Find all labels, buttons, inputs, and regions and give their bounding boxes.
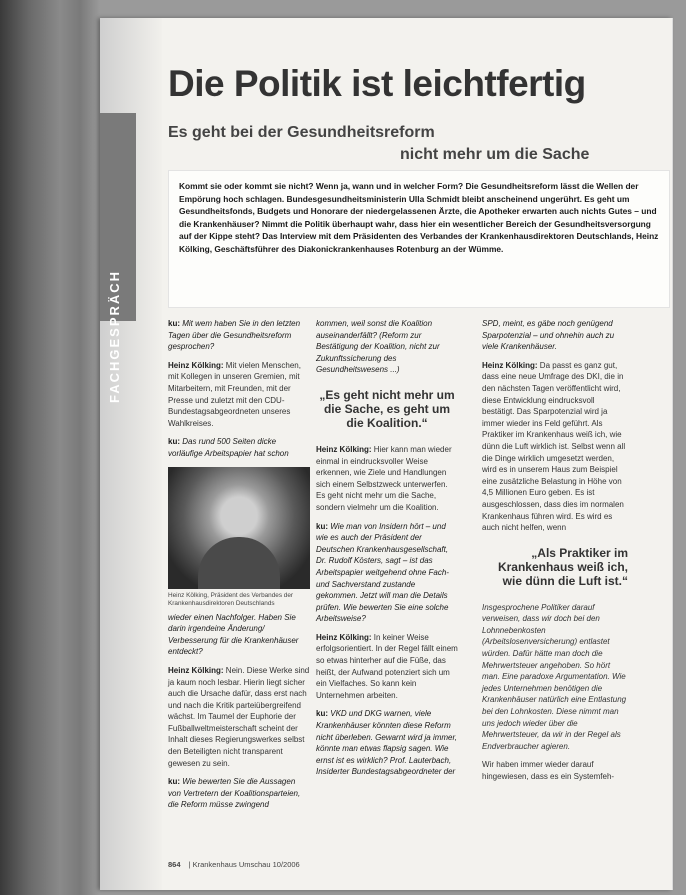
- question-text: SPD, meint, es gäbe noch genügend Sparpotenzial – und ohnehin auch zu viele Krankenhäuser.: [482, 319, 615, 352]
- answer: [168, 360, 310, 430]
- section-sidebar: [100, 113, 136, 403]
- question-text: wieder einen Nachfolger. Haben Sie darin irgendeine Änderung/ Verbesserung für die Krankenhäuser entdeckt?: [168, 612, 299, 657]
- photo-caption: Heinz Kölking, Präsident des Verbandes der Krankenhausdirektoren Deutschlands: [168, 591, 294, 607]
- answer-text: Hier kann man wieder einmal in eindrucksvoller Weise erkennen, wie Ziele und Handlungen sich einem Selbstzweck unterwerfen. Es geht nicht mehr um die Sache, sondern vielmehr um die Koalition.: [316, 444, 452, 512]
- intro-text: Kommt sie oder kommt sie nicht? Wenn ja, wann und in welcher Form? Die Gesundheitsreform lässt die Wellen der Empörung hoch schlagen. Bundesgesundheitsministerin Ulla Schmidt bleibt anscheinend ungerührt. Es geht um Gesundheitsfonds, Budgets und Honorare der niedergelassenen Ärzte, die Apotheker erwarten auch nichts Gutes – und die Krankenhäuser? Nimmt die Politik überhaupt wahr, dass hier ein wesentlicher Bereich der Gesundheitsversorgung auf der Kippe steht? Das Interview mit dem Präsidenten des Verbandes der Krankenhausdirektoren Deutschlands, Heinz Kölking, Geschäftsführer des Diakonickrankenhauses Rotenburg an der Wümme.: [179, 181, 659, 254]
- answer-continued: [482, 759, 628, 782]
- answer-continued: [482, 602, 628, 753]
- column-2: [316, 318, 458, 785]
- answer-text: Nein. Diese Werke sind ja kaum noch lesbar. Hierin liegt sicher auch die Ursache dafür, dass erst nach und nach die Kritik parteiübergreifend wächst. Im Taumel der Euphorie der Fußballweltmeisterschaft scheint der Inhalt dieses Regierungswerkes selbst den Beteiligten nicht transparent gewesen zu sein.: [168, 665, 310, 768]
- question-continued: [316, 318, 458, 376]
- publication-name: Krankenhaus Umschau 10/2006: [192, 860, 300, 869]
- page-footer: 864 | Krankenhaus Umschau 10/2006: [168, 860, 300, 869]
- answer-text: Da passt es ganz gut, dass eine neue Umfrage des DKI, die in den nächsten Tagen veröffentlicht wird, diese Entwicklung eindrucksvoll bestätigt. Das Sparpotenzial wird ja immer wieder ins Feld geführt. Als Praktiker im Krankenhaus weiß ich, wie dünn die Luft wirklich ist. Selbst wenn all die Dinge wirklich umgesetzt werden, wird es in unserem Haus zum Beispiel eine zusätzliche Belastung in Höhe von 4,5 Millionen Euro geben. Es ist ausgeschlossen, dass dies im normalen Krankenhaus führen wird. Es wird es auch nicht helfen, wenn: [482, 360, 626, 533]
- article-headline: Die Politik ist leichtfertig: [168, 63, 586, 104]
- question: [316, 708, 458, 778]
- question-tag: ku:: [316, 521, 328, 531]
- intro-box: [168, 170, 670, 308]
- speaker-name: Heinz Kölking:: [316, 632, 372, 642]
- question-tag: ku:: [168, 319, 180, 328]
- question-text: Das rund 500 Seiten dicke vorläufige Arbeitspapier hat schon: [168, 437, 289, 458]
- speaker-name: Heinz Kölking:: [316, 444, 372, 454]
- page-number: 864: [168, 860, 181, 869]
- answer-text: Wir haben immer wieder darauf hingewiesen, dass es ein Systemfeh-: [482, 760, 615, 781]
- section-label: FACHGESPRÄCH: [107, 269, 122, 403]
- article-subhead: [168, 122, 608, 166]
- question-text: Wie bewerten Sie die Aussagen von Vertretern der Koalitionsparteien, die Reform müsse zwingend: [168, 777, 301, 810]
- question: [316, 521, 458, 625]
- question: [168, 318, 310, 353]
- portrait-photo: [168, 467, 310, 589]
- answer: [482, 360, 628, 534]
- answer: [316, 444, 458, 514]
- answer-text: Insgesprochene Politiker darauf verweisen, dass wir doch bei den Lohnnebenkosten (Arbeitslosenversicherung) entlastet würden. Dafür hätte man doch die Mehrwertsteuer angehoben. So hört man. Eine paradoxe Argumentation. Wie jedes Unternehmen benötigen die Krankenhäuser natürlich eine Entlastung bei den Lohnkosten. Diese nimmt man uns jedoch wieder über die Mehrwertsteuer, da wir in der Regel als Endverbraucher agieren.: [482, 602, 627, 751]
- magazine-page: [100, 18, 672, 890]
- question: [168, 776, 310, 811]
- column-3: [482, 318, 628, 790]
- question-continued: [168, 612, 310, 658]
- question-text: VKD und DKG warnen, viele Krankenhäuser könnten diese Reform nicht überleben. Gewarnt wird ja immer, könnte man etwas flapsig sagen. Wie ernst ist es wirklich? Prof. Lauterbach, Insiderter Bundestagsabgeordneter der: [316, 709, 457, 777]
- question-text: kommen, weil sonst die Koalition auseinanderfällt? (Reform zur Bestätigung der Koalition, nicht zur Zukunftssicherung des Gesundheitswesens ...): [316, 319, 440, 375]
- portrait-figure: [168, 467, 310, 608]
- subhead-line-2: nicht mehr um die Sache: [400, 146, 590, 163]
- answer-text: In keiner Weise erfolgsorientiert. In der Regel fällt einem so etwas hinterher auf die Füße, das heißt, der Aufwand potenziert sich um ein Vielfaches. So kann kein Unternehmen arbeiten.: [316, 632, 458, 700]
- question-tag: ku:: [168, 777, 180, 787]
- question-text: Wie man von Insidern hört – und wie es auch der Präsident der Deutschen Krankenhausgesellschaft, Dr. Rudolf Kösters, sagt – ist das Arbeitspapier weitgehend ohne Fach- und Sachverstand zustande gekommen. Jetzt will man die Details prüfen. Wie bewerten Sie eine solche Arbeitsweise?: [316, 521, 449, 624]
- answer: [168, 665, 310, 769]
- speaker-name: Heinz Kölking:: [482, 360, 538, 370]
- answer: [316, 632, 458, 702]
- pull-quote: „Als Praktiker im Krankenhaus weiß ich, wie dünn die Luft ist.“: [497, 545, 628, 588]
- speaker-name: Heinz Kölking:: [168, 665, 224, 675]
- column-1: [168, 318, 310, 818]
- question: [168, 436, 310, 459]
- speaker-name: Heinz Kölking:: [168, 360, 224, 370]
- question-tag: ku:: [316, 709, 328, 719]
- question-text: Mit wem haben Sie in den letzten Tagen über die Gesundheitsreform gesprochen?: [168, 319, 301, 352]
- question-tag: ku:: [168, 437, 180, 447]
- question-continued: [482, 318, 628, 353]
- pull-quote: „Es geht nicht mehr um die Sache, es geht um die Koalition.“: [319, 387, 455, 430]
- answer-text: Mit vielen Menschen, mit Kollegen in unseren Gremien, mit Mitarbeitern, mit Freunden, mit der Presse und zuletzt mit den CDU-Bundestagsabgeordneten unseres Wahlkreises.: [168, 360, 301, 428]
- subhead-line-1: Es geht bei der Gesundheitsreform: [168, 124, 435, 141]
